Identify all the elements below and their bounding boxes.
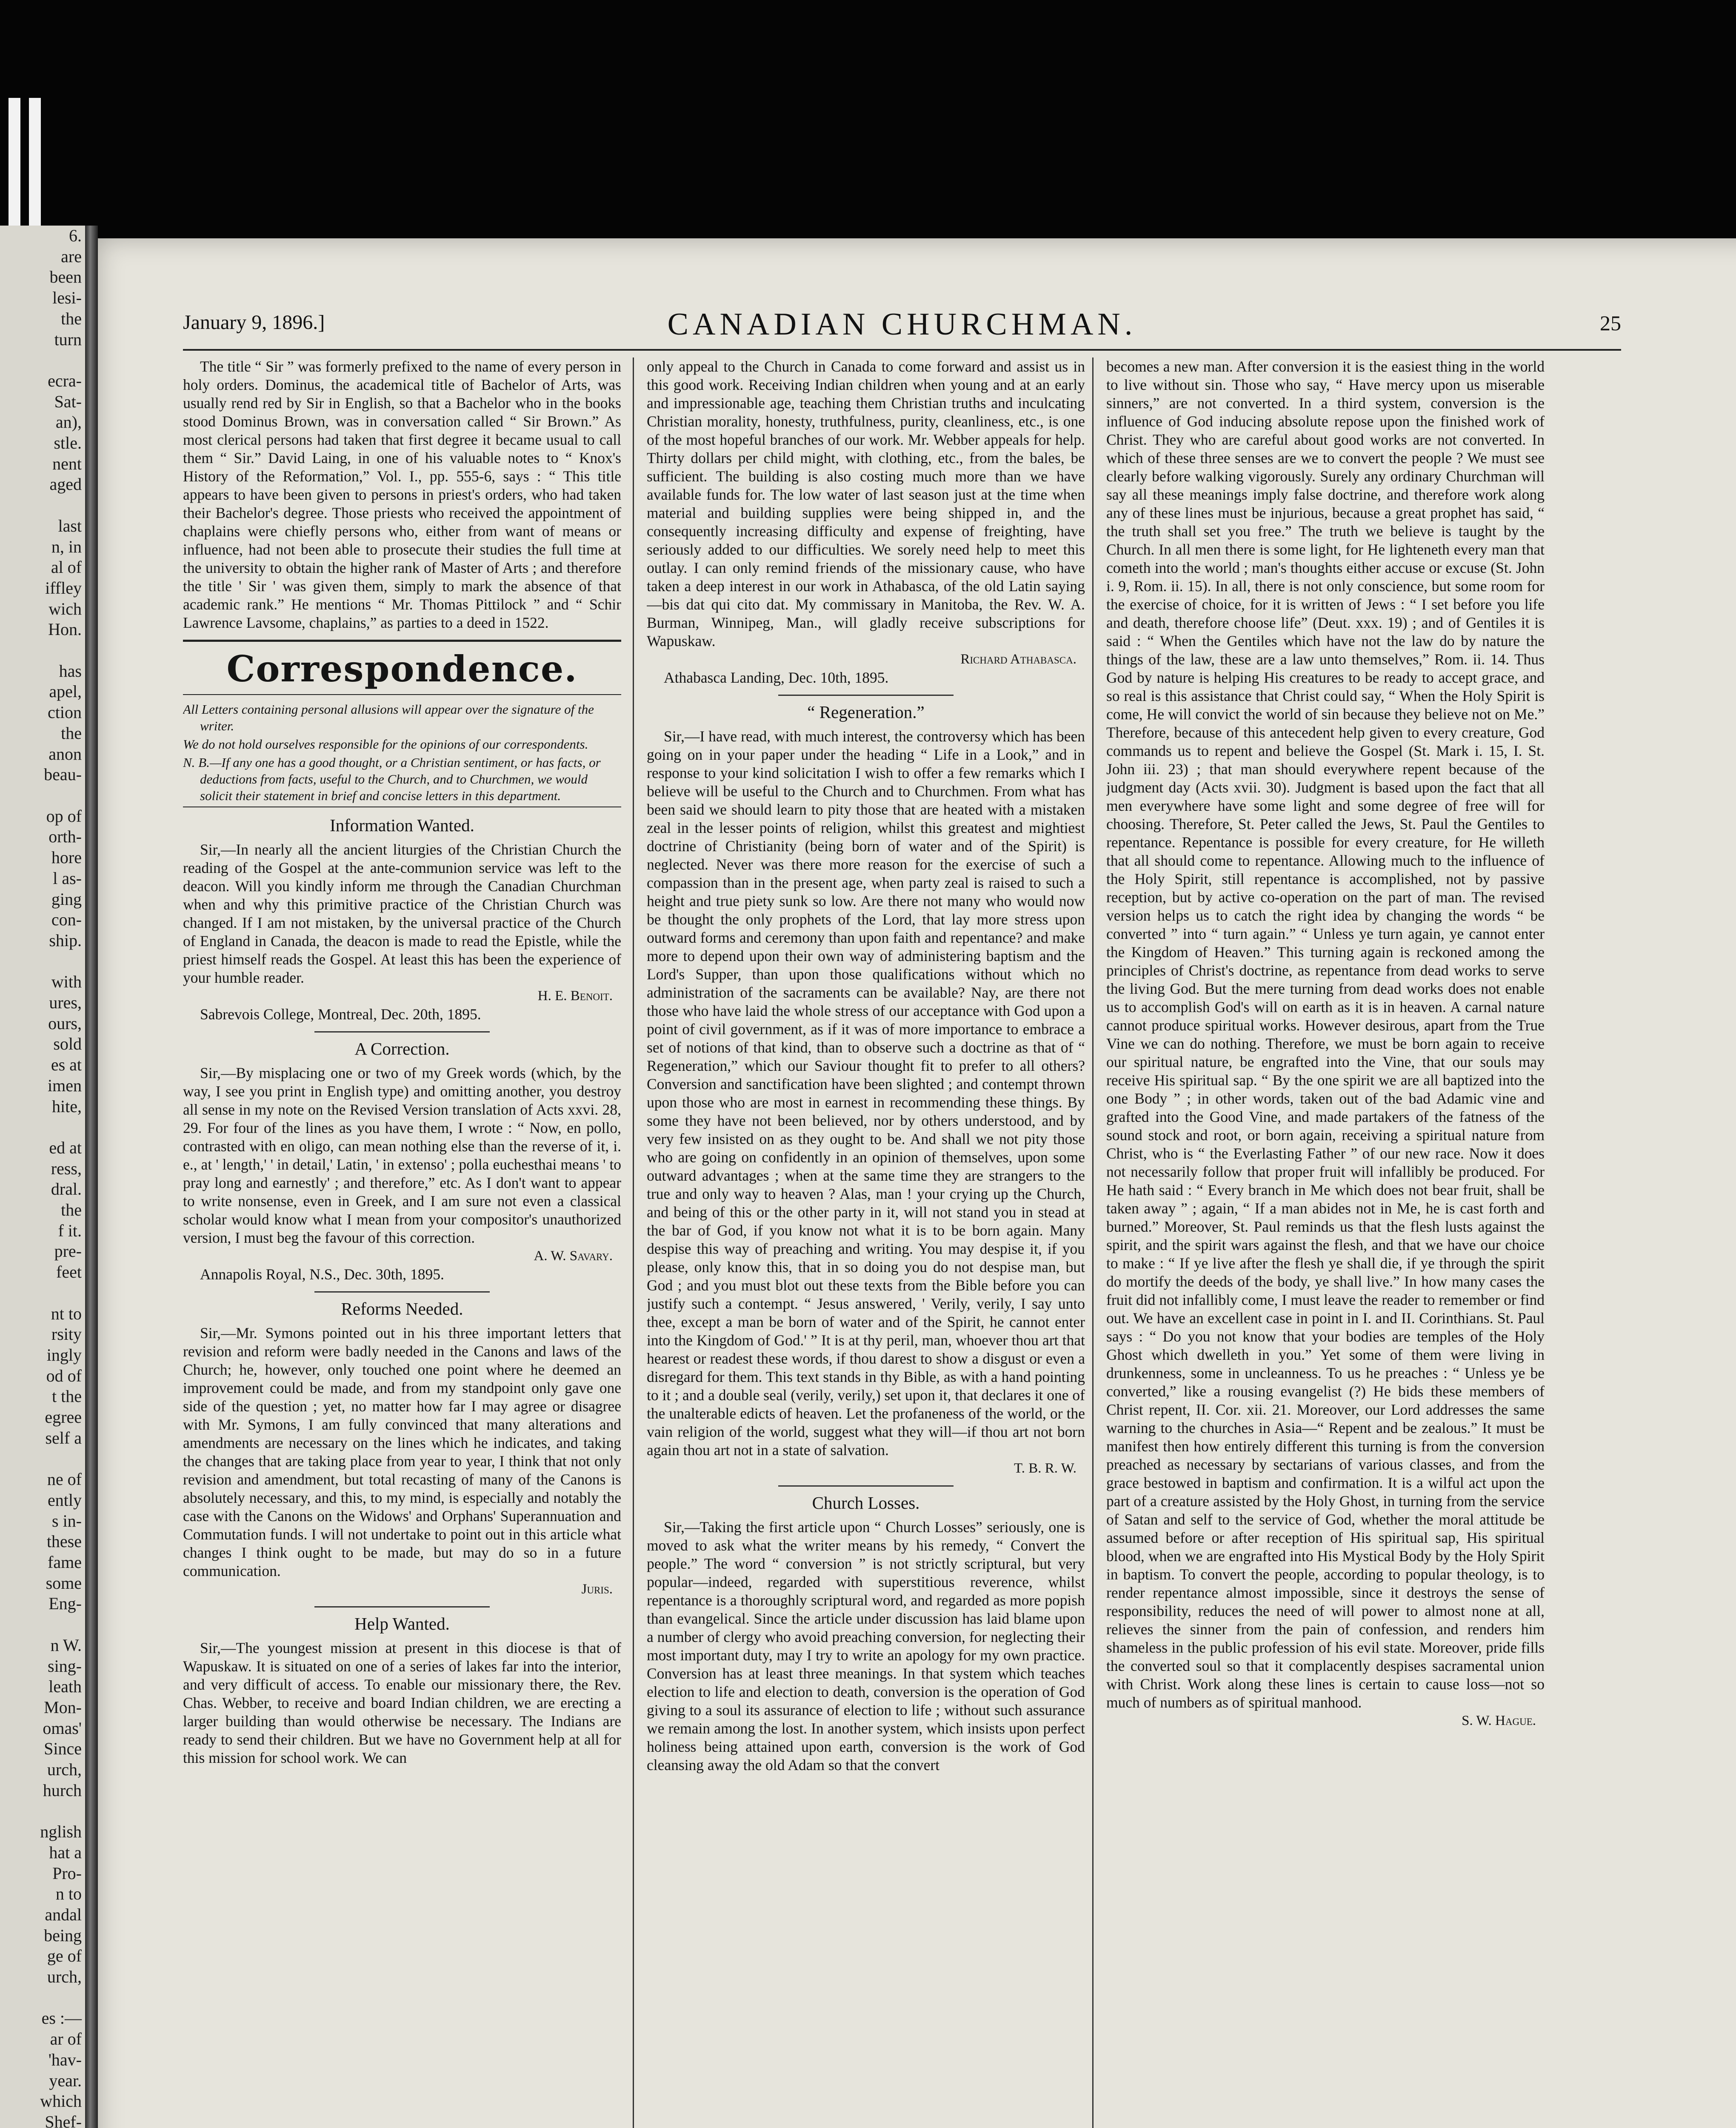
adjacent-page-word xyxy=(0,951,82,972)
adjacent-page-word: l as- xyxy=(53,868,82,888)
adjacent-page-word: Hon. xyxy=(48,620,82,639)
editorial-notice: We do not hold ourselves responsible for the opinions of our correspondents. xyxy=(183,737,588,752)
letter-body: Sir,—I have read, with much interest, the controversy which has been going on in your paper under the heading “ Life in a Look,” and in response to your kind solicitation I wish to offer a few remarks which I believe will be useful to the Church and to Churchmen. From what has been said we should learn to pity those that are heated with a mistaken zeal in the lesser points of religion, whilst this greatest and mightiest doctrine of Christianity (being born of water and of the Spirit) is neglected. Never was there more reason for the exercise of such a compassion than in the present age, when party zeal is raised to such a height and true piety sunk so low. Are there not many who would now be thought the only prophets of the Lord, that lay more stress upon outward forms and ceremony than upon faith and repentance? and make more to depend upon their own way of administering baptism and the Lord's Supper, than upon those qualifications without which no administration of the sacraments can be available? Nay, are there not those who have laid the whole stress of our acceptance with God upon a point of civil government, as if it was of more importance to embrace a set of notions of that kind, than to observe such a doctrine as that of “ Regeneration,” which our Saviour thought fit to prefer to all others? Conversion and sanctification have been slighted ; and contempt thrown upon those who are most in earnest in recommending these things. By some they have not been believed, nor by others understood, and by very few insisted on as they ought to be. And shall we not pity those who are going on confidently in an opinion of themselves, upon some outward advantages ; when at the same time they are strangers to the true and only way to heaven ? Alas, man ! your crying up the Church, and being of this or the other party in it, will not stand you in stead at the bar of God, if you know not what it is to be born again. Many despise this way of preaching and writing. You may despise it, if you please, only know this, that in so doing you do not despise man, but God ; and you must blot out these texts from the Bible before you can justify such a contempt. “ Jesus answered, ' Verily, verily, I say unto thee, except a man be born of water and of the Spirit, he cannot enter into the Kingdom of God.' ” It is at thy peril, man, whoever thou art that hearest or readest these words, if thou darest to show a disgust or even a disregard for them. This text stands in thy Bible, as with a hand pointing to it ; and a double seal (verily, verily,) set upon it, that declares it one of the unalterable edicts of heaven. Let the profaneness of the world, or the vain religion of the world, suggest what they will—if thou art not born again thou art not in a state of salvation. xyxy=(647,728,1085,1459)
adjacent-page-word: imen xyxy=(48,1075,82,1095)
adjacent-page-word: Pro- xyxy=(52,1863,82,1883)
adjacent-page-word: andal xyxy=(45,1905,82,1924)
adjacent-page-word: ging xyxy=(51,889,82,909)
adjacent-page-word: self a xyxy=(45,1428,82,1447)
adjacent-page-word: nent xyxy=(52,454,82,473)
column-divider xyxy=(1092,358,1094,2128)
adjacent-page-fragments xyxy=(0,226,82,2128)
adjacent-page-word: hite, xyxy=(52,1096,82,1116)
issue-date: January 9, 1896.] xyxy=(183,311,325,334)
article-paragraph: The title “ Sir ” was formerly prefixed to the name of every person in holy orders. Dominus, the academical title of Bachelor of Arts, was usually rend red by Sir in English, so that a Bachelor who in the books stood Dominus Brown, was in conversation called “ Sir Brown.” As most clerical persons had taken that first degree it became usual to call them “ Sir.” David Laing, in one of his valuable notes to “ Knox's History of the Reformation,” Vol. I., pp. 555-6, says : “ This title appears to have been given to persons in priest's orders, who had taken their Bachelor's degree. Those priests who received the appointment of chaplains were chiefly persons who, either from want of means or influence, had not been able to prosecute their studies the full time at the university to obtain the higher rank of Master of Arts ; and therefore the title ' Sir ' was given them, simply to mark the absence of that academic rank.” He mentions “ Mr. Thomas Pittilock ” and “ Schir Lawrence Lavsome, chaplains,” as parties to a deed in 1522. xyxy=(183,358,621,631)
adjacent-page-word: n W. xyxy=(50,1635,82,1655)
adjacent-page-word: sing- xyxy=(48,1656,82,1676)
editorial-notice: N. B.—If any one has a good thought, or a Christian sentiment, or has facts, or deductions from facts, useful to the Church, and to Churchmen, we would solicit their statement in brief and concise letters in this department. xyxy=(183,755,601,803)
letter-signature: Richard Athabasca. xyxy=(960,652,1076,667)
adjacent-page-word: leath xyxy=(49,1677,82,1696)
adjacent-page-word: an), xyxy=(55,412,82,432)
adjacent-page-word: con- xyxy=(51,910,82,930)
adjacent-page-word: being xyxy=(44,1925,82,1945)
adjacent-page-word: hore xyxy=(51,848,82,867)
column-3 xyxy=(1106,358,1545,2128)
section-rule xyxy=(183,640,621,642)
section-rule xyxy=(183,694,621,695)
adjacent-page-word: the xyxy=(61,309,82,328)
adjacent-page-word xyxy=(0,1117,82,1138)
film-sprocket-mark xyxy=(29,98,41,230)
adjacent-page-word: these xyxy=(46,1532,82,1551)
letter-body-continued: only appeal to the Church in Canada to come forward and assist us in this good work. Receiving Indian children when young and at an early and impressionable age, teaching them Christian truths and inculcating Christian morality, honesty, truthfulness, purity, cleanliness, etc., is one of the most hopeful branches of our work. Mr. Webber appeals for help. Thirty dollars per child might, with clothing, etc., from the bales, be sufficient. The building is also costing much more than we have available funds for. The low water of last season just at the time when material and building supplies were being shipped in, and the consequently increasing difficulty and expense of freighting, have seriously added to our difficulties. We sorely need help to meet this outlay. I can only remind friends of the missionary cause, who have taken a deep interest in our work in Athabasca, of the old Latin saying—bis dat qui cito dat. My commissary in Manitoba, the Rev. W. A. Burman, Winnipeg, Man., will gladly receive subscriptions for Wapuskaw. xyxy=(647,358,1085,649)
letter-title: A Correction. xyxy=(354,1039,450,1058)
letter-title: Church Losses. xyxy=(812,1493,920,1513)
adjacent-page-word: Shef- xyxy=(45,2112,82,2128)
adjacent-page-word: the xyxy=(61,1200,82,1220)
adjacent-page-word: fame xyxy=(48,1553,82,1572)
adjacent-page-word: Sat- xyxy=(54,392,82,411)
adjacent-page-word: ours, xyxy=(48,1013,82,1033)
adjacent-page-word: egree xyxy=(45,1407,82,1427)
adjacent-page-word xyxy=(0,1448,82,1469)
adjacent-page-word: anon xyxy=(49,744,82,764)
column-divider xyxy=(633,358,634,2128)
divider xyxy=(778,1485,954,1487)
adjacent-page-word: pre- xyxy=(54,1241,82,1261)
adjacent-page-word: al of xyxy=(51,558,82,577)
adjacent-page-word: 6. xyxy=(69,226,82,245)
adjacent-page-word: feet xyxy=(56,1262,82,1282)
adjacent-page-word: year. xyxy=(49,2071,82,2090)
adjacent-page-word: orth- xyxy=(49,827,82,847)
book-spine xyxy=(85,226,98,2128)
adjacent-page-word: ures, xyxy=(49,993,82,1013)
adjacent-page-word: n, in xyxy=(51,537,82,556)
adjacent-page-word: f it. xyxy=(58,1221,82,1240)
adjacent-page-word: apel, xyxy=(49,682,82,701)
adjacent-page-word: dral. xyxy=(51,1179,82,1199)
adjacent-page-word: lesi- xyxy=(52,288,82,308)
adjacent-page-word: nt to xyxy=(51,1304,82,1323)
adjacent-page-word xyxy=(0,495,82,516)
column-1 xyxy=(183,358,621,2128)
letter-title: Information Wanted. xyxy=(330,815,474,835)
divider xyxy=(314,1291,490,1293)
divider xyxy=(314,1031,490,1033)
adjacent-page-word: with xyxy=(51,972,82,992)
adjacent-page-word: been xyxy=(49,267,82,287)
letter-signature: T. B. R. W. xyxy=(1014,1461,1076,1476)
letter-signature: A. W. Savary. xyxy=(534,1248,613,1264)
adjacent-page-word: ne of xyxy=(47,1470,82,1489)
letter-title: Help Wanted. xyxy=(354,1614,450,1633)
letter-body: Sir,—The youngest mission at present in this diocese is that of Wapuskaw. It is situated on one of a series of lakes far into the interior, and very difficult of access. To enable our missionary there, the Rev. Chas. Webber, to receive and board Indian children, we are erecting a larger building than would otherwise be necessary. The Indians are ready to send their children. But we have no Government help at all for this mission for school work. We can xyxy=(183,1639,621,1766)
adjacent-page-word: ship. xyxy=(49,930,82,950)
divider xyxy=(778,695,954,696)
adjacent-page-word: has xyxy=(59,661,82,681)
adjacent-page-word: hat a xyxy=(49,1842,82,1862)
adjacent-page-word: omas' xyxy=(43,1718,82,1738)
adjacent-page-word: ress, xyxy=(51,1158,82,1178)
column-2 xyxy=(647,358,1085,2128)
adjacent-page-word: beau- xyxy=(44,765,82,784)
adjacent-page-word xyxy=(0,1283,82,1304)
adjacent-page-word: s in- xyxy=(52,1511,82,1530)
adjacent-page-word: turn xyxy=(54,329,82,349)
letter-signature: H. E. Benoit. xyxy=(537,988,613,1004)
adjacent-page-word: t the xyxy=(52,1387,82,1406)
adjacent-page-word xyxy=(0,350,82,371)
adjacent-page-word: wich xyxy=(49,599,82,618)
adjacent-page-word xyxy=(0,1801,82,1822)
adjacent-page-word xyxy=(0,785,82,806)
adjacent-page-word xyxy=(0,1988,82,2008)
adjacent-page-word: od of xyxy=(46,1366,82,1385)
adjacent-page-word: Eng- xyxy=(49,1594,82,1613)
adjacent-page-word: stle. xyxy=(54,433,82,453)
page-number: 25 xyxy=(1600,311,1621,335)
letter-body: Sir,—Mr. Symons pointed out in his three important letters that revision and reform were badly needed in the Canons and laws of the Church; he, however, only touched one point where he deemed an improvement could be made, and from my standpoint only gave one side of the question ; yet, no matter how far I may agree or disagree with Mr. Symons, I am fully convinced that many alterations and amendments are necessary on the lines which he indicates, and taking the changes that are taking place from year to year, I think that not only revision and amendment, but total recasting of many of the Canons is absolutely necessary, and this, to my mind, is especially and notably the case with the Canons on the Widows' and Orphans' Superannuation and Commutation funds. I will not undertake to point out in this article what changes I think ought to be made, but may do so in a future communication. xyxy=(183,1324,621,1579)
masthead: CANADIAN CHURCHMAN. xyxy=(667,307,1137,342)
adjacent-page-word: ed at xyxy=(49,1138,82,1157)
adjacent-page-word: es at xyxy=(51,1055,82,1075)
letter-body: Sir,—By misplacing one or two of my Greek words (which, by the way, I see you print in English type) and omitting another, you destroy all sense in my note on the Revised Version translation of Acts xxvi. 28, 29. For four of the lines as you have them, I wrote : “ Now, en pollo, contrasted with en oligo, can mean nothing else than the reverse of it, i. e., at ' length,' ' in detail,' Latin, ' in extenso' ; polla euchesthai means ' to pray long and earnestly' ; and therefore,” etc. As I don't want to appear to write nonsense, even in Greek, and I am sure not even a classical scholar would know what I mean from your compositor's unauthorized version, I must beg the favour of this correction. xyxy=(183,1064,621,1246)
adjacent-page-word: nglish xyxy=(40,1822,82,1842)
adjacent-page-word xyxy=(0,1614,82,1635)
adjacent-page-word: ecra- xyxy=(48,371,82,390)
letter-signature: Juris. xyxy=(581,1582,613,1597)
letter-body-continued: becomes a new man. After conversion it is the easiest thing in the world to live without sin. Those who say, “ Have mercy upon us miserable sinners,” are not converted. In a third system, conversion is the influence of God inducing absolute repose upon the finished work of Christ. They who are careful about good works are not converted. In which of these three senses are we to convert the people ? We must see clearly before walking vigorously. Surely any ordinary Churchman will say all these meanings imply false doctrine, and therefore work along any of these lines must be injurious, because a great prophet has said, “ the truth shall set you free.” The truth we believe is taught by the Church. In all men there is some light, for He lighteneth every man that cometh into the world ; man's thoughts either accuse or excuse (St. John i. 9, Rom. ii. 15). In all, there is not only conscience, but some room for the exercise of choice, for it is written of Jews : “ I set before you life and death, therefore choose life” (Deut. xxx. 19) ; and of Gentiles it is said : “ When the Gentiles which have not the law do by nature the things of the law, these are a law unto themselves,” Rom. ii. 14. Thus God by nature is helping His creatures to be ready to accept grace, and so real is this assistance that Christ could say, “ When the Holy Spirit is come, He will convict the world of sin because they believe not on Me.” Therefore, because of this antecedent help given to every creature, God commands us to repent and believe the Gospel (St. Mark i. 15, I. St. John iii. 23) ; that man should everywhere repent because of the judgment day (Acts xvii. 30). Judgment is based upon the fact that all men everywhere have some light and some degree of free will for choosing. Therefore, St. Peter called the Jews, St. Paul the Gentiles to repentance. Repentance is possible for every creature, for He willeth that all should come to repentance. Allowing much to the influence of the Holy Spirit, still repentance is accomplished, not by passive reception, but by active co-operation on the part of man. The revised version helps us to catch the right idea by changing the words “ be converted ” into “ turn again.” “ Unless ye turn again, ye cannot enter the Kingdom of Heaven.” This turning again is reckoned among the principles of Christ's doctrine, as repentance from dead works to serve the living God. But the mere turning from dead works does not enable us to accomplish God's will on earth as it is in heaven. A carnal nature cannot produce spiritual works. However desirous, apart from the True Vine we can do nothing. Therefore, we must be born again to receive our spiritual nature, be engrafted into the Vine, that our souls may receive His spiritual sap. “ By the one spirit we are all baptized into the one Body ” ; in other words, taken out of the bad Adamic vine and grafted into the Good Vine, and made partakers of the fatness of the sound stock and root, or born again, receiving a spiritual nature from Christ, who is “ the Everlasting Father ” of our new race. Now it does not necessarily follow that proper fruit will infallibly be produced. For He hath said : “ Every branch in Me which does not bear fruit, shall be taken away ” ; again, “ If a man abides not in Me, he is cast forth and burned.” Moreover, St. Paul reminds us that the flesh lusts against the spirit, and the spirit wars against the flesh, and that we have our choice to make : “ If ye live after the flesh ye shall die, if ye through the spirit do mortify the deeds of the body, ye shall live.” In how many cases the fruit did not infallibly come, I must leave the reader to remember or find out. We have an excellent case in point in I. and II. Corinthians. St. Paul says : “ Do you not know that your bodies are temples of the Holy Ghost which dwelleth in you.” Yet some of them were living in drunkenness, some in uncleanness. To us he preaches : “ Unless ye be converted,” like a rousing evangelist (?) He bids these members of Christ repent, II. Cor. xii. 21. Moreover, our Lord addresses the same warning to the churches in Asia—“ Repent and be zealous.” It must be manifest then how entirely different this turning is from the conversion preached as necessary by sectarians of various classes, and from the grace bestowed in baptism and confirmation. It is a wilful act upon the part of a creature assisted by the Holy Ghost, in turning from the service of Satan and self to the service of God, whether the moral attitude be assumed before or after reception of His spiritual sap, His spiritual blood, when we are engrafted into His Mystical Body by the Holy Spirit in baptism. To convert the people, according to popular theology, is to render repentance almost impossible, since it destroys the sense of responsibility, reduces the need of will power to almost none at all, relieves the sinner from the pain of confession, and renders him shameless in the public profession of his evil state. Moreover, pride fills the converted soul so that it complacently despises sacramental union with Christ. Work along these lines is certain to cause loss—not so much of numbers as of spiritual manhood. xyxy=(1106,358,1545,1711)
adjacent-page-word: ar of xyxy=(50,2029,82,2049)
adjacent-page-word: urch, xyxy=(47,1760,82,1779)
adjacent-page-word: which xyxy=(40,2091,82,2111)
adjacent-page-word: n to xyxy=(55,1884,82,1904)
adjacent-page-word: urch, xyxy=(47,1967,82,1987)
adjacent-page-word: op of xyxy=(46,806,82,826)
section-title: Correspondence. xyxy=(226,648,578,690)
letter-title: Reforms Needed. xyxy=(341,1299,463,1319)
adjacent-page-word: ction xyxy=(48,703,82,722)
letter-dateline: Annapolis Royal, N.S., Dec. 30th, 1895. xyxy=(200,1266,444,1283)
letter-body: Sir,—In nearly all the ancient liturgies of the Christian Church the reading of the Gospel at the ante-communion service was left to the deacon. Will you kindly inform me through the Canadian Churchman when and why this primitive practice of the Christian Church was changed. If I am not mistaken, by the universal practice of the Church of England in Canada, the deacon is made to read the Epistle, while the priest himself reads the Gospel. At least this has been the experience of your humble reader. xyxy=(183,841,621,986)
adjacent-page-strip xyxy=(0,226,85,2128)
letter-dateline: Sabrevois College, Montreal, Dec. 20th, 1895. xyxy=(200,1006,481,1023)
adjacent-page-word: 'hav- xyxy=(48,2050,82,2069)
letter-body: Sir,—Taking the first article upon “ Church Losses” seriously, one is moved to ask what the writer means by his remedy, “ Convert the people.” The word “ conversion ” is not strictly scriptural, but very popular—indeed, regarded with superstitious reverence, whilst repentance is a thoroughly scriptural word, and regarded as more popish than evangelical. Since the article under discussion has laid blame upon a number of clergy who avoid preaching conversion, for neglecting their most important duty, may I try to write an apology for my own practice. Conversion has at least three meanings. In that system which teaches election to life and election to death, conversion is the operation of God giving to a soul its assurance of election to life ; without such assurance we remain among the lost. In another system, which insists upon perfect holiness being attained upon earth, conversion is the work of God cleansing away the old Adam so that the convert xyxy=(647,1519,1085,1773)
newspaper-page xyxy=(98,238,1736,2128)
letter-title: “ Regeneration.” xyxy=(807,702,925,722)
adjacent-page-word: the xyxy=(61,723,82,743)
adjacent-page-word: aged xyxy=(49,475,82,494)
adjacent-page-word: ge of xyxy=(47,1946,82,1966)
adjacent-page-word: ingly xyxy=(46,1345,82,1364)
adjacent-page-word: are xyxy=(61,246,82,266)
adjacent-page-word: rsity xyxy=(51,1324,82,1344)
adjacent-page-word: ently xyxy=(48,1490,82,1510)
page-header xyxy=(183,298,1621,351)
adjacent-page-word: hurch xyxy=(43,1780,82,1800)
adjacent-page-word: some xyxy=(46,1573,82,1593)
adjacent-page-word: Mon- xyxy=(44,1697,82,1717)
adjacent-page-word: sold xyxy=(53,1034,82,1054)
film-sprocket-mark xyxy=(9,98,20,230)
adjacent-page-word: es :— xyxy=(41,2008,82,2028)
letter-signature: S. W. Hague. xyxy=(1462,1713,1536,1728)
adjacent-page-word: last xyxy=(58,516,82,535)
adjacent-page-word: iffley xyxy=(45,578,82,598)
adjacent-page-word: Since xyxy=(44,1739,82,1759)
letter-dateline: Athabasca Landing, Dec. 10th, 1895. xyxy=(664,669,889,686)
divider xyxy=(314,1606,490,1607)
editorial-notice: All Letters containing personal allusions will appear over the signature of the writer. xyxy=(183,702,594,733)
adjacent-page-word xyxy=(0,640,82,661)
